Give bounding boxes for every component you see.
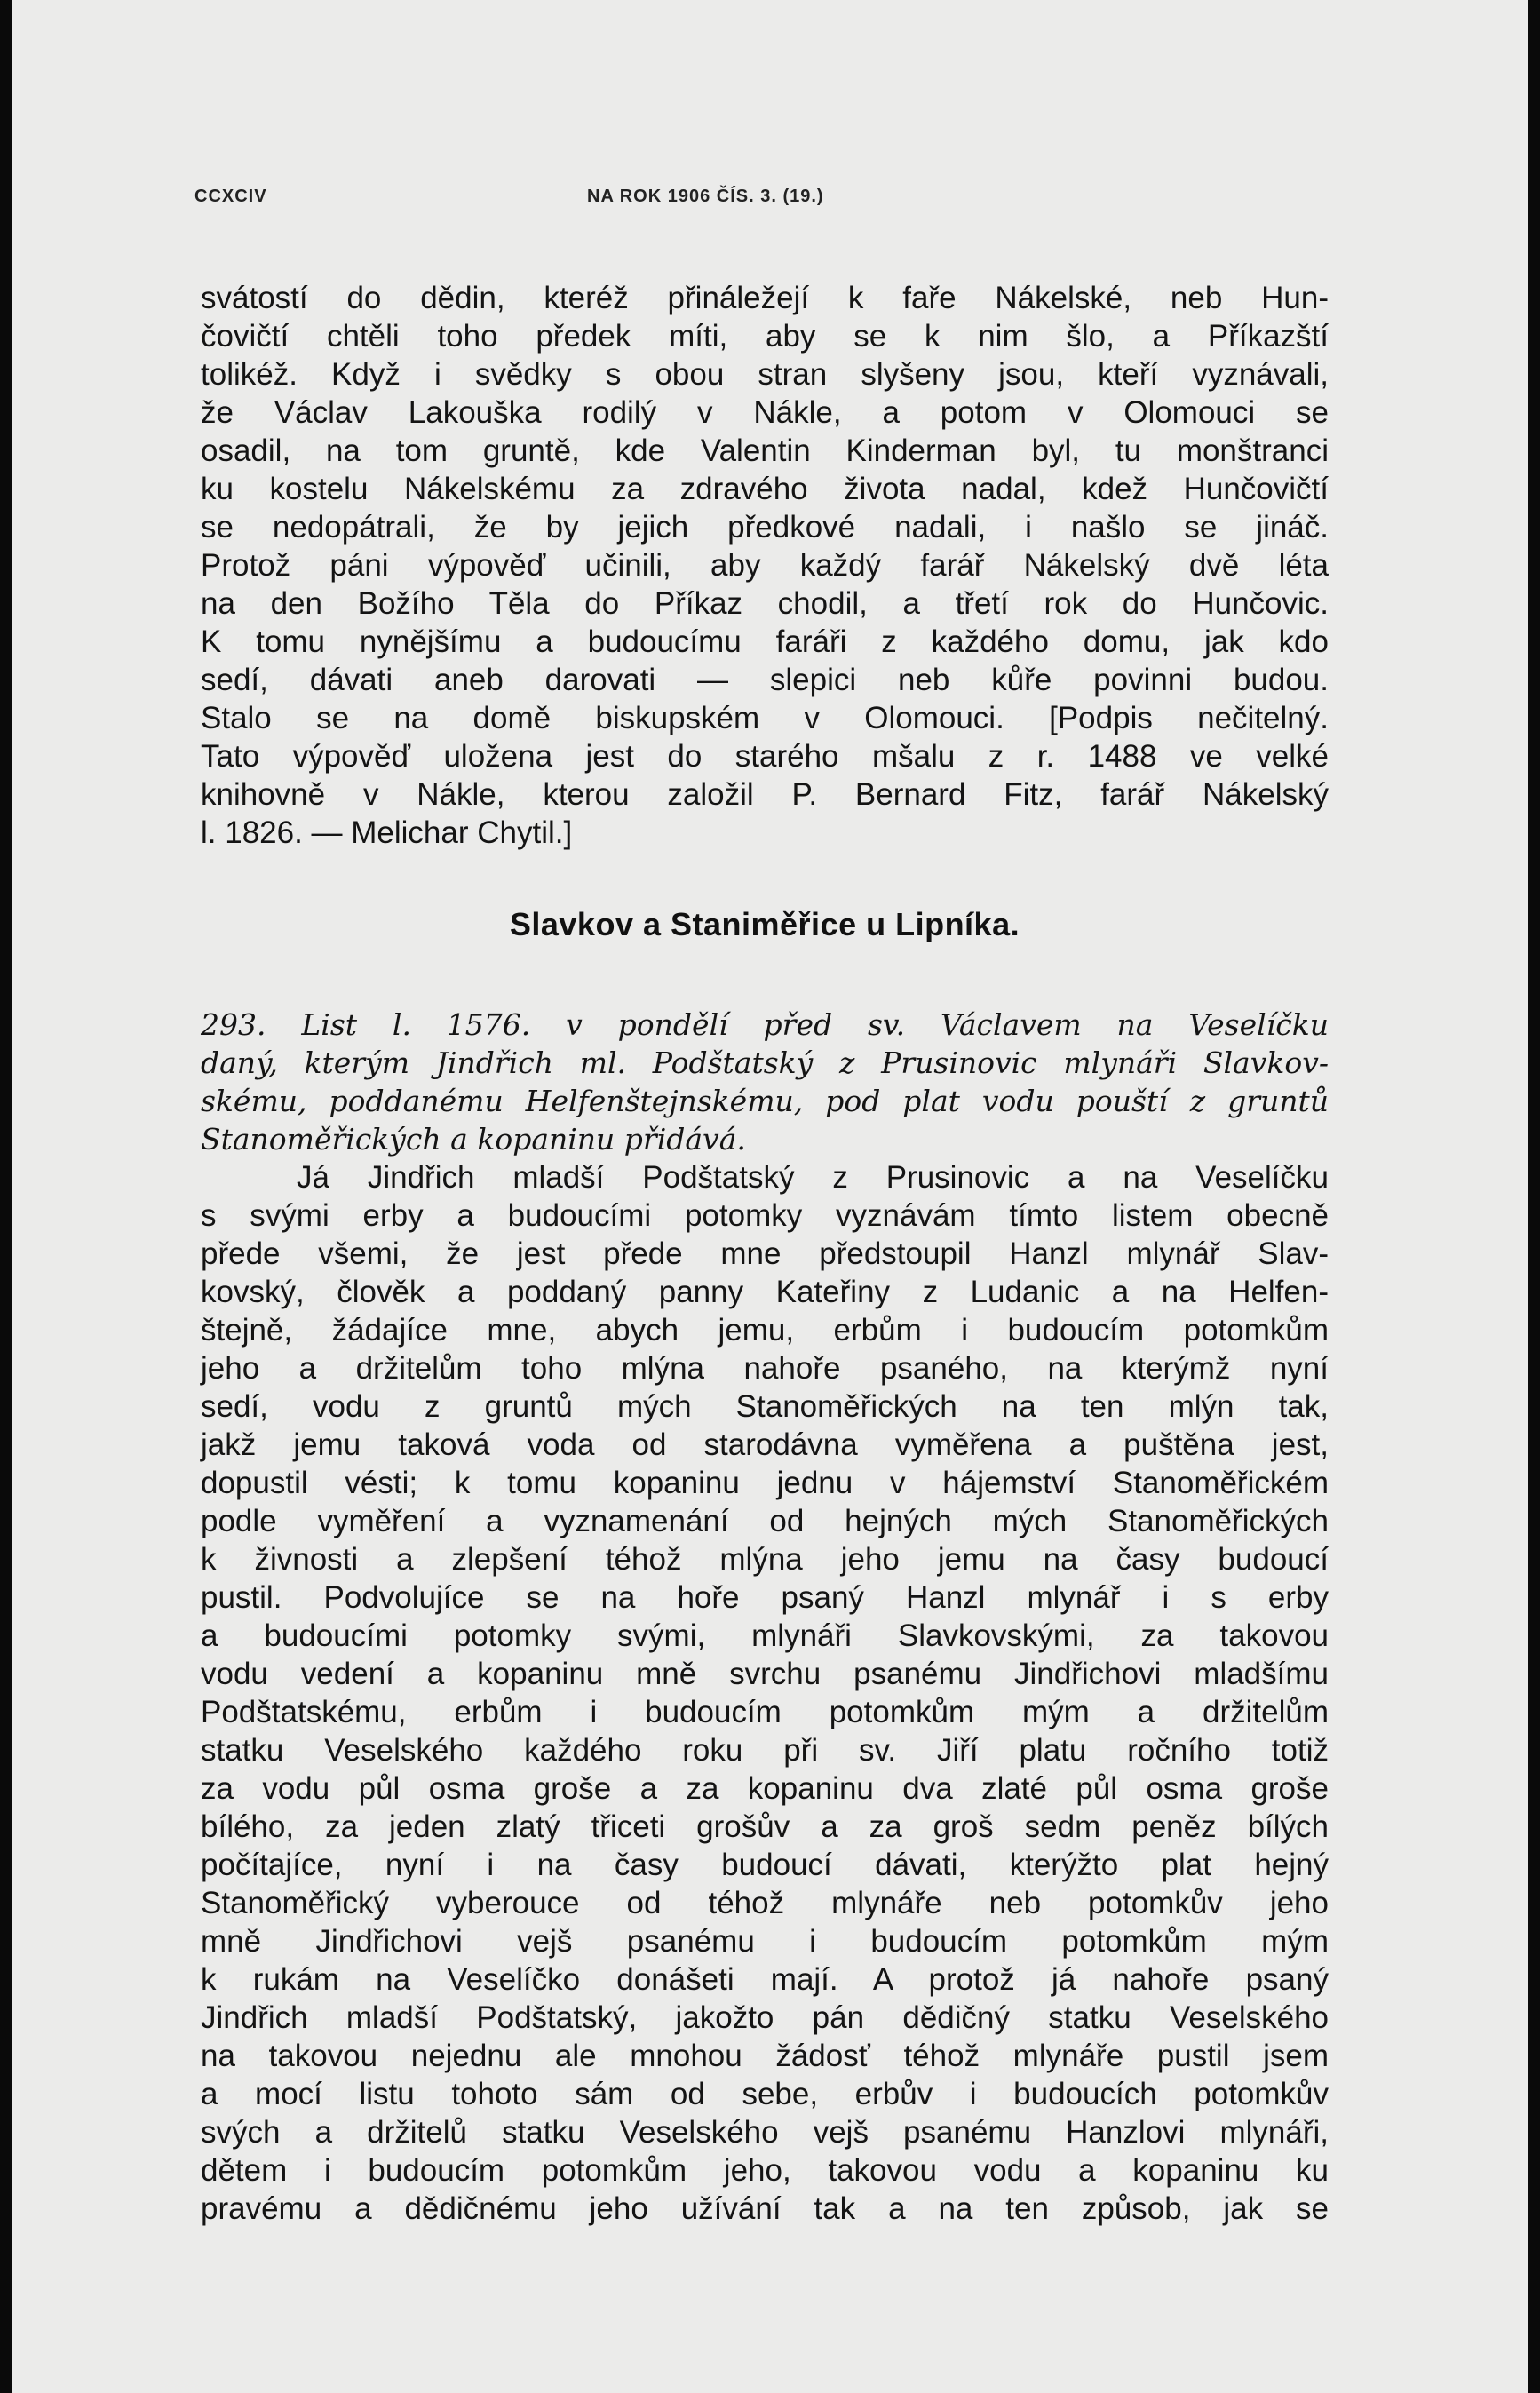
text-line: statku Veselského každého roku při sv. Jiří platu ročního totiž xyxy=(201,1733,1329,1768)
issue-label: NA ROK 1906 ČÍS. 3. (19.) xyxy=(587,187,824,206)
text-line: čovičtí chtěli toho předek míti, aby se k nim šlo, a Příkazští xyxy=(201,319,1329,354)
text-line: Jindřich mladší Podštatský, jakožto pán dědičný statku Veselského xyxy=(201,2000,1329,2035)
text-line: Já Jindřich mladší Podštatský z Prusinovic a na Veselíčku xyxy=(297,1160,1329,1195)
text-line: vodu vedení a kopaninu mně svrchu psanému Jindřichovi mladšímu xyxy=(201,1657,1329,1691)
text-line: bílého, za jeden zlatý třiceti grošův a za groš sedm peněz bílých xyxy=(201,1809,1329,1844)
text-line: dětem i budoucím potomkům jeho, takovou vodu a kopaninu ku xyxy=(201,2153,1329,2188)
text-line: ku kostelu Nákelskému za zdravého života nadal, kdež Hunčovičtí xyxy=(201,472,1329,506)
text-line: za vodu půl osma groše a za kopaninu dva zlaté půl osma groše xyxy=(201,1771,1329,1806)
running-header xyxy=(194,187,1322,213)
page-number: CCXCIV xyxy=(194,187,267,206)
text-line: Tato výpověď uložena jest do starého mšalu z r. 1488 ve velké xyxy=(201,739,1329,774)
text-line: pravému a dědičnému jeho užívání tak a na ten způsob, jak se xyxy=(201,2191,1329,2226)
text-line: Protož páni výpověď učinili, aby každý farář Nákelský dvě léta xyxy=(201,548,1329,583)
text-line: že Václav Lakouška rodilý v Nákle, a potom v Olomouci se xyxy=(201,395,1329,430)
text-line: tolikéž. Když i svědky s obou stran slyšeny jsou, kteří vyznávali, xyxy=(201,357,1329,392)
text-line: a mocí listu tohoto sám od sebe, erbův i budoucích potomkův xyxy=(201,2077,1329,2111)
text-line: kovský, člověk a poddaný panny Kateřiny z Ludanic a na Helfen- xyxy=(201,1275,1329,1309)
document-body xyxy=(201,1006,1329,2228)
text-line: jeho a držitelům toho mlýna nahoře psaného, na kterýmž nyní xyxy=(201,1351,1329,1386)
text-line: přede všemi, že jest přede mne předstoupil Hanzl mlynář Slav- xyxy=(201,1236,1329,1271)
text-line: dopustil vésti; k tomu kopaninu jednu v hájemství Stanoměřickém xyxy=(201,1466,1329,1500)
page xyxy=(12,0,1528,2393)
text-line: podle vyměření a vyznamenání od hejných mých Stanoměřických xyxy=(201,1504,1329,1538)
text-line: sedí, dávati aneb darovati — slepici neb kůře povinni budou. xyxy=(201,663,1329,697)
text-line: mně Jindřichovi vejš psanému i budoucím potomkům mým xyxy=(201,1924,1329,1959)
text-line: Stalo se na domě biskupském v Olomouci. [Podpis nečitelný. xyxy=(201,701,1329,735)
text-line: Podštatskému, erbům i budoucím potomkům mým a držitelům xyxy=(201,1695,1329,1729)
text-line: svých a držitelů statku Veselského vejš psanému Hanzlovi mlynáři, xyxy=(201,2115,1329,2150)
text-line: k rukám na Veselíčko donášeti mají. A protož já nahoře psaný xyxy=(201,1962,1329,1997)
text-line: Stanoměřický vyberouce od téhož mlynáře neb potomkův jeho xyxy=(201,1886,1329,1920)
text-line: svátostí do dědin, kteréž přináležejí k faře Nákelské, neb Hun- xyxy=(201,281,1329,315)
text-line: osadil, na tom gruntě, kde Valentin Kinderman byl, tu monštranci xyxy=(201,433,1329,468)
text-line: na den Božího Těla do Příkaz chodil, a třetí rok do Hunčovic. xyxy=(201,586,1329,621)
text-line: počítajíce, nyní i na časy budoucí dávati, kterýžto plat hejný xyxy=(201,1848,1329,1882)
text-line: sedí, vodu z gruntů mých Stanoměřických na ten mlýn tak, xyxy=(201,1389,1329,1424)
text-line: na takovou nejednu ale mnohou žádosť téhož mlynáře pustil jsem xyxy=(201,2039,1329,2073)
text-line: K tomu nynějšímu a budoucímu faráři z každého domu, jak kdo xyxy=(201,624,1329,659)
paragraph-continuation xyxy=(201,279,1329,852)
text-line: knihovně v Nákle, kterou založil P. Bernard Fitz, farář Nákelský xyxy=(201,777,1329,812)
text-line: jakž jemu taková voda od starodávna vyměřena a puštěna jest, xyxy=(201,1427,1329,1462)
text-line: se nedopátrali, že by jejich předkové nadali, i našlo se jináč. xyxy=(201,510,1329,545)
regest-line: daný, kterým Jindřich ml. Podštatský z Prusinovic mlynáři Slavkov- xyxy=(201,1045,1329,1080)
text-line: s svými erby a budoucími potomky vyznávám tímto listem obecně xyxy=(201,1198,1329,1233)
text-line: štejně, žádajíce mne, abych jemu, erbům i budoucím potomkům xyxy=(201,1313,1329,1348)
regest-line: skému, poddanému Helfenštejnskému, pod plat vodu pouští z gruntů xyxy=(201,1084,1329,1118)
text-line: pustil. Podvolujíce se na hoře psaný Hanzl mlynář i s erby xyxy=(201,1580,1329,1615)
regest-line: 293. List l. 1576. v pondělí před sv. Václavem na Veselíčku xyxy=(201,1007,1329,1042)
text-line: a budoucími potomky svými, mlynáři Slavkovskými, za takovou xyxy=(201,1618,1329,1653)
section-heading: Slavkov a Staniměřice u Lipníka. xyxy=(509,906,1020,942)
text-line: k živnosti a zlepšení téhož mlýna jeho jemu na časy budoucí xyxy=(201,1542,1329,1577)
regest-line: Stanoměřických a kopaninu přidává. xyxy=(201,1122,746,1157)
text-line: l. 1826. — Melichar Chytil.] xyxy=(201,815,573,850)
